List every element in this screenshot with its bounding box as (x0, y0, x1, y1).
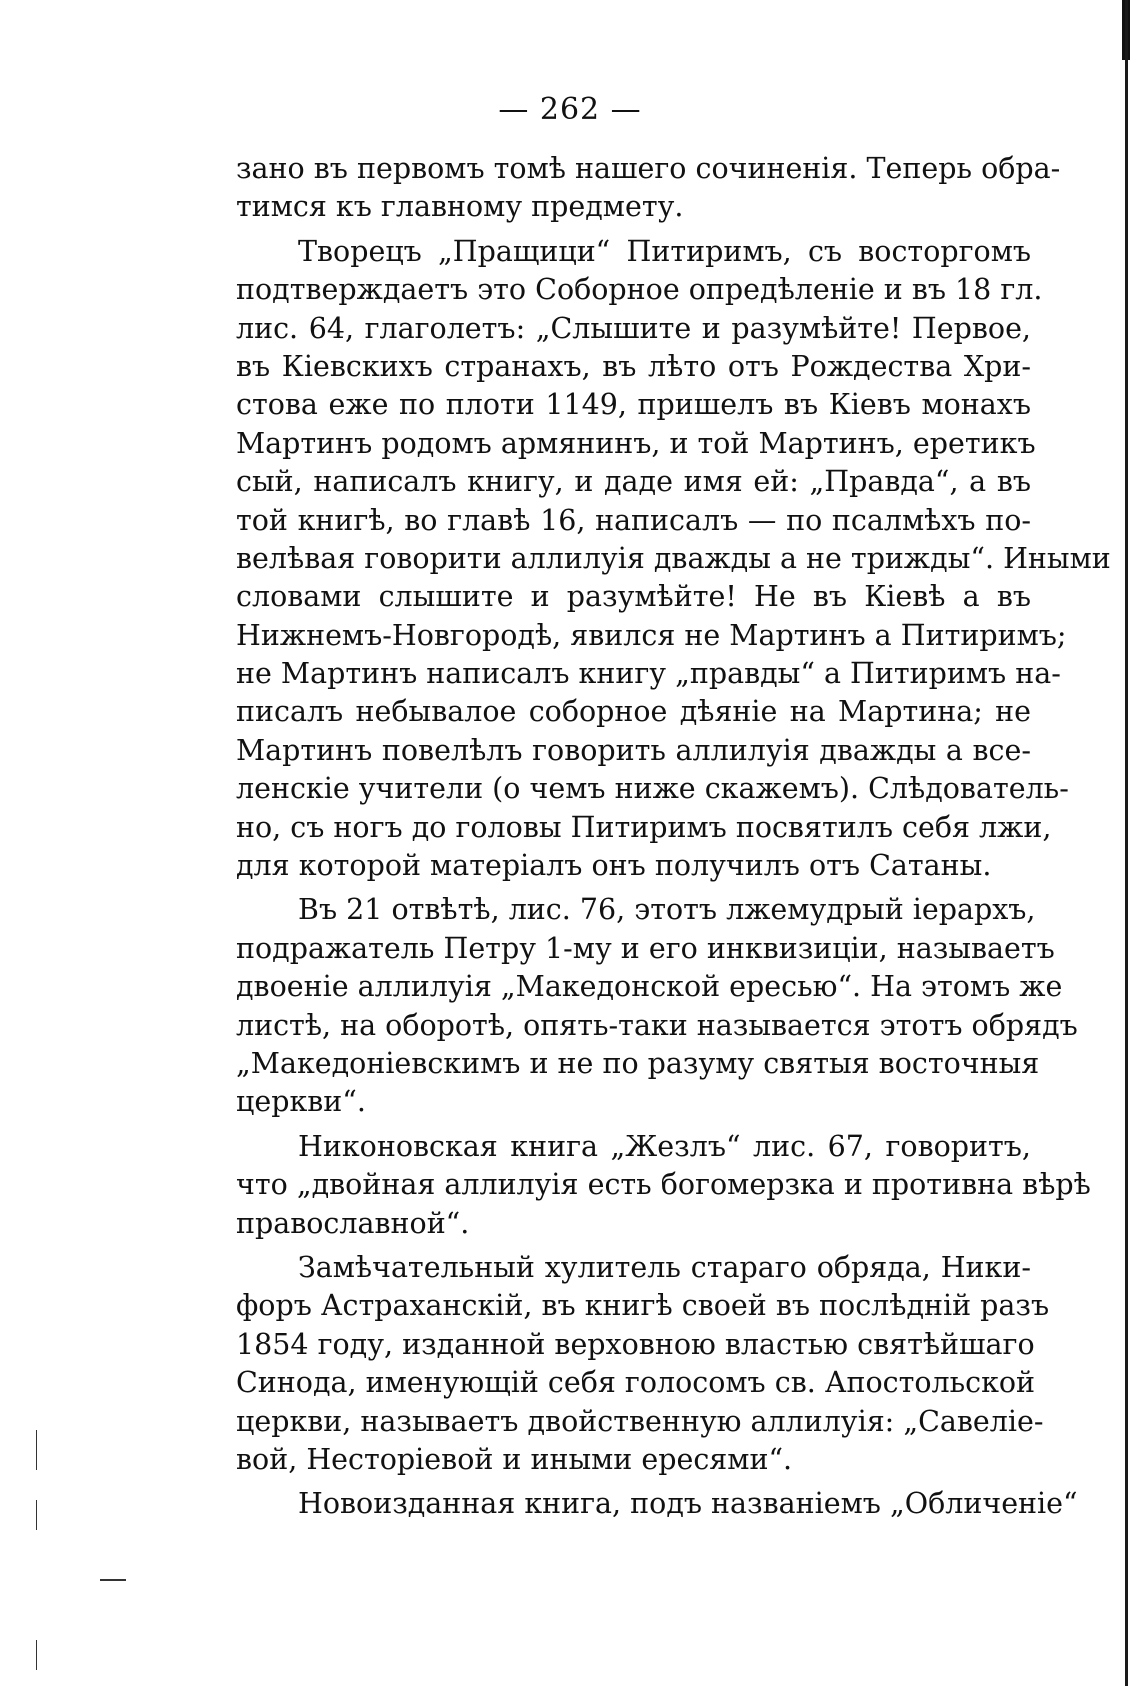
text-line: велѣвая говорити аллилуія дважды а не трижды“. Иными (236, 541, 1111, 575)
text-line: православной“. (236, 1206, 470, 1240)
text-line: не Мартинъ написалъ книгу „правды“ а Питиримъ на- (236, 657, 1061, 691)
text-line: церкви“. (236, 1085, 366, 1119)
text-line: Замѣчательный хулитель стараго обряда, Ники- (298, 1250, 1031, 1284)
text-line: стова еже по плоти 1149, пришелъ въ Кіевъ монахъ (236, 388, 1031, 422)
text-line: словами слышите и разумѣйте! Не въ Кіевѣ а въ (236, 580, 1031, 614)
text-line: 1854 году, изданной верховною властью святѣйшаго (236, 1327, 1035, 1361)
text-line: писалъ небывалое соборное дѣяніе на Мартина; не (236, 695, 1031, 729)
text-line: сый, написалъ книгу, и даде имя ей: „Правда“, а въ (236, 465, 1031, 499)
page-number: — 262 — (498, 92, 642, 127)
text-line: подтверждаетъ это Соборное опредѣленіе и въ 18 гл. (236, 273, 1043, 307)
text-line: но, съ ногъ до головы Питиримъ посвятилъ себя лжи, (236, 810, 1052, 844)
text-line: подражатель Петру 1-му и его инквизиціи, называетъ (236, 931, 1055, 965)
text-line: въ Кіевскихъ странахъ, въ лѣто отъ Рождества Хри- (236, 349, 1031, 383)
text-line: Творецъ „Пращици“ Питиримъ, съ восторгомъ (298, 234, 1031, 268)
text-line: той книгѣ, во главѣ 16, написалъ — по псалмѣхъ по- (236, 503, 1031, 537)
text-line: для которой матеріалъ онъ получилъ отъ Сатаны. (236, 849, 992, 883)
scan-margin-mark (36, 1430, 37, 1470)
scan-margin-mark (36, 1640, 37, 1670)
text-line: Мартинъ повелѣлъ говорить аллилуія дважды а все- (236, 733, 1031, 767)
text-line: „Македоніевскимъ и не по разуму святыя восточныя (236, 1046, 1040, 1080)
text-line: двоеніе аллилуія „Македонской ересью“. На этомъ же (236, 970, 1063, 1004)
text-line: Въ 21 отвѣтѣ, лис. 76, этотъ лжемудрый іерархъ, (298, 893, 1036, 927)
text-line: лис. 64, глаголетъ: „Слышите и разумѣйте! Первое, (236, 311, 1031, 345)
text-line: вой, Несторіевой и иными ересями“. (236, 1442, 793, 1476)
scan-edge-line (1125, 0, 1128, 1686)
text-line: зано въ первомъ томѣ нашего сочиненія. Теперь обра- (236, 152, 1061, 185)
text-line: форъ Астраханскій, въ книгѣ своей въ послѣдній разъ (236, 1289, 1050, 1323)
text-line: Нижнемъ-Новгородѣ, явился не Мартинъ а Питиримъ; (236, 618, 1067, 652)
text-line: тимся къ главному предмету. (236, 190, 684, 224)
text-line: Синода, именующій себя голосомъ св. Апостольской (236, 1366, 1036, 1400)
scan-margin-dash (100, 1579, 126, 1581)
text-line: Никоновская книга „Жезлъ“ лис. 67, говоритъ, (298, 1129, 1031, 1163)
body-text (236, 150, 1111, 1524)
text-line: церкви, называетъ двойственную аллилуія: „Савеліе- (236, 1404, 1044, 1438)
text-line: листѣ, на оборотѣ, опять-таки называется этотъ обрядъ (236, 1008, 1078, 1042)
text-line: ленскіе учители (о чемъ ниже скажемъ). Слѣдователь- (236, 772, 1069, 806)
scan-margin-mark (36, 1500, 37, 1530)
text-line: Новоизданная книга, подъ названіемъ „Обличеніе“ (298, 1487, 1078, 1521)
text-line: что „двойная аллилуія есть богомерзка и противна вѣрѣ (236, 1168, 1091, 1202)
text-line: Мартинъ родомъ армянинъ, и той Мартинъ, еретикъ (236, 426, 1036, 460)
